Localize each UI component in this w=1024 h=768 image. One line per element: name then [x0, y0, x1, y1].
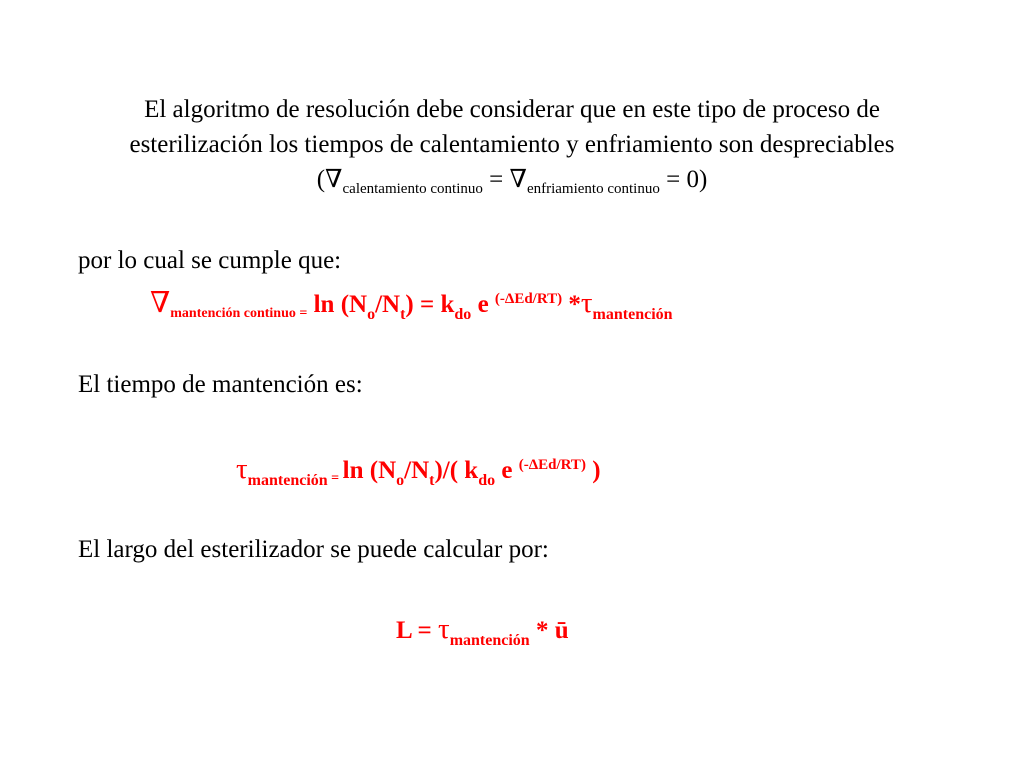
intro-line-3	[60, 162, 964, 207]
eq1-slash: /N	[375, 291, 401, 318]
intro-paragraph	[60, 92, 964, 207]
eq2-k: )/( k	[434, 457, 479, 484]
eq2-e: e	[495, 457, 519, 484]
tau-symbol: τ	[438, 613, 450, 645]
eq2-ln: ln (N	[342, 457, 397, 484]
para-cumple: por lo cual se cumple que:	[78, 247, 342, 274]
eq1-e: e	[471, 291, 495, 318]
eq2-equals: =	[327, 471, 343, 486]
eq2-sub-do: do	[478, 472, 496, 489]
eq2-sub-t: t	[429, 472, 435, 489]
para-largo: El largo del esterilizador se puede calcular por:	[78, 536, 549, 563]
intro-line-2: esterilización los tiempos de calentamiento y enfriamiento son despreciables	[129, 131, 895, 158]
nabla-symbol: ∇	[509, 166, 527, 193]
open-paren: (	[316, 166, 326, 193]
nabla-symbol: ∇	[150, 287, 171, 319]
para-tiempo: El tiempo de mantención es:	[78, 371, 363, 398]
eq2-exponent: (-ΔEd/RT)	[518, 457, 586, 473]
eq3-L: L =	[396, 617, 439, 644]
subscript-enfriamiento: enfriamiento continuo	[526, 181, 660, 197]
equation-mantencion-continuo	[150, 284, 673, 330]
eq1-sub-t: t	[400, 306, 406, 323]
eq1-sub-do: do	[454, 306, 472, 323]
eq2-sub-mantencion: mantención	[247, 472, 328, 489]
eq1-subscript: mantención continuo =	[170, 306, 308, 321]
subscript-calentamiento: calentamiento continuo	[342, 181, 483, 197]
eq1-sub-o: o	[367, 306, 376, 323]
eq2-sub-o: o	[396, 472, 405, 489]
eq1-k: ) = k	[405, 291, 455, 318]
equals-zero: = 0)	[659, 166, 708, 193]
intro-line-1: El algoritmo de resolución debe considerar que en este tipo de proceso de	[144, 96, 880, 123]
eq3-u: * ū	[529, 617, 569, 644]
tau-symbol: τ	[236, 453, 248, 485]
tau-symbol: τ	[580, 287, 593, 319]
eq1-ln: ln (N	[307, 291, 368, 318]
eq3-sub-mantencion: mantención	[449, 632, 530, 649]
eq2-close: )	[585, 457, 601, 484]
equals-sign: =	[482, 166, 510, 193]
eq2-slash: /N	[404, 457, 430, 484]
nabla-symbol: ∇	[325, 166, 343, 193]
equation-largo	[396, 614, 569, 656]
equation-tau-mantencion	[236, 450, 601, 496]
eq1-sub-mantencion: mantención	[592, 306, 673, 323]
eq1-times: *	[562, 291, 581, 318]
eq1-exponent: (-ΔEd/RT)	[494, 291, 563, 307]
